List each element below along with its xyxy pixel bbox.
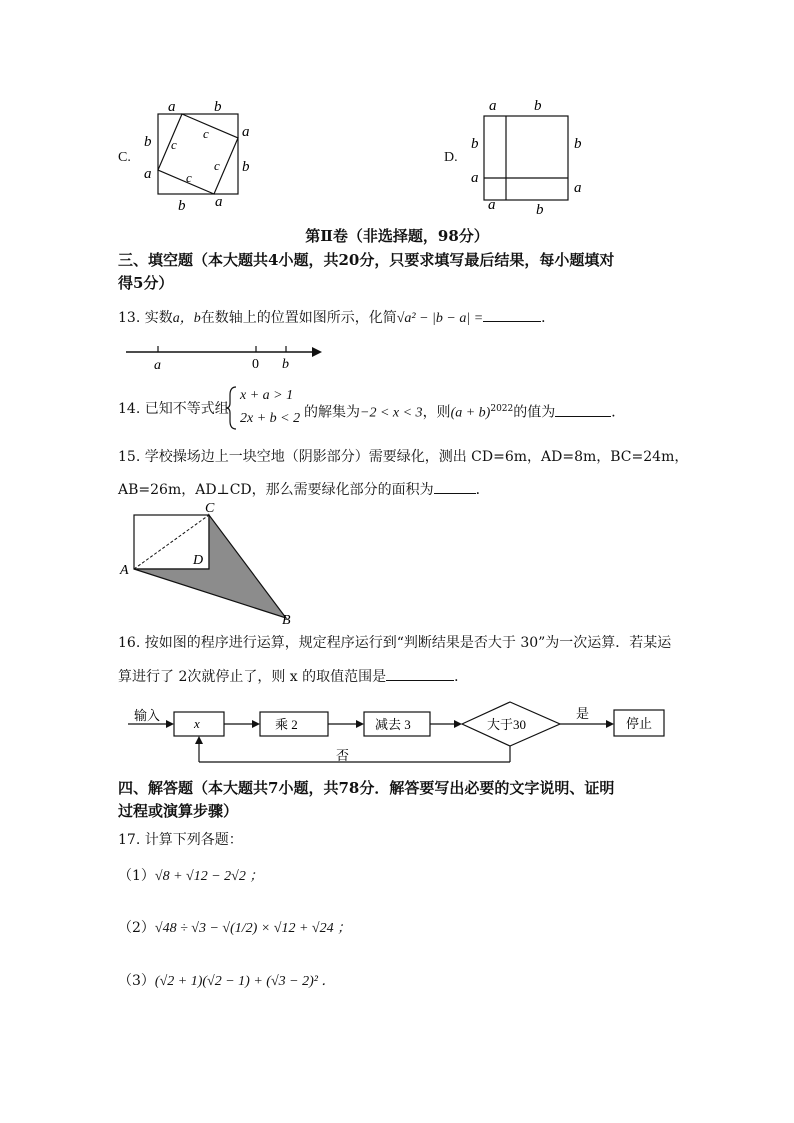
section4-heading-line1: 四、解答题（本大题共7小题，共78分．解答要写出必要的文字说明、证明 <box>118 779 615 797</box>
q13-answer-blank <box>483 307 541 322</box>
q17-item-1-expr: √8 + √12 − 2√2 ； <box>154 869 264 884</box>
flow-input-label: 输入 <box>134 708 161 723</box>
c-inner-c4: c <box>186 170 192 185</box>
d-right-b: b <box>574 136 582 152</box>
section3-heading-line2: 得5分） <box>118 274 174 292</box>
q14-suffix: 的值为 <box>513 404 556 421</box>
d-right-a: a <box>574 180 582 196</box>
c-inner-c1: c <box>203 126 209 141</box>
q17-item-2-num: （2） <box>118 920 155 936</box>
d-top-a: a <box>489 98 497 114</box>
q14-brace <box>226 385 238 431</box>
q15-shaded-region <box>134 515 286 618</box>
q13-prefix: 13. 实数 <box>118 310 173 326</box>
c-inner-c3: c <box>214 158 220 173</box>
d-left-b: b <box>471 136 479 152</box>
flow-x-text: x <box>194 716 200 731</box>
q14-answer-blank <box>555 402 611 417</box>
c-left-b: b <box>144 134 152 150</box>
q13-axis-b: b <box>282 357 289 372</box>
d-bottom-b: b <box>536 202 544 216</box>
c-inner-c2: c <box>171 137 177 152</box>
q14-range: −2 < x < 3 <box>360 405 423 421</box>
flow-decision-text: 大于30 <box>487 717 527 732</box>
q13-text: 13. 实数a，b在数轴上的位置如图所示，化简√a² − |b − a| = ． <box>118 307 555 329</box>
q17-item-2 <box>118 918 351 939</box>
option-d-figure <box>464 94 594 216</box>
q17-title: 17. 计算下列各题： <box>118 832 243 848</box>
flow-stop-text: 停止 <box>626 716 653 731</box>
d-bottom-a: a <box>488 197 496 213</box>
section4-heading-line2: 过程或演算步骤） <box>118 802 239 820</box>
c-left-a: a <box>144 166 152 182</box>
q16-line2: 算进行了 2次就停止了，则 x 的取值范围是 ． <box>118 666 468 687</box>
flow-mult-text: 乘 2 <box>275 717 298 732</box>
option-c-label: C. <box>118 150 131 165</box>
q15-line2: AB=26m，AD⊥CD，那么需要绿化部分的面积为 ． <box>118 479 490 500</box>
section3-heading-line1: 三、填空题（本大题共4小题，共20分，只要求填写最后结果，每小题填对 <box>118 251 615 269</box>
flow-no-label: 否 <box>336 748 350 763</box>
q14-ineq1: x + a > 1 <box>240 388 294 403</box>
flow-sub-text: 减去 3 <box>375 717 411 732</box>
q15-line1: 15. 学校操场边上一块空地（阴影部分）需要绿化，测出 CD=6m，AD=8m，BC=24m， <box>118 449 689 465</box>
c-bottom-b: b <box>178 198 186 214</box>
q15-point-d: D <box>193 553 204 568</box>
option-c-figure <box>138 96 258 214</box>
q13-expr: √a² − |b − a| = <box>396 311 484 326</box>
flow-yes-label: 是 <box>576 706 590 721</box>
q17-item-3-num: （3） <box>118 973 155 989</box>
c-top-a: a <box>168 99 176 115</box>
q17-item-2-expr: √48 ÷ √3 − √(1/2) × √12 + √24 ； <box>154 921 352 936</box>
q16-answer-blank <box>386 666 454 681</box>
c-top-b: b <box>214 99 222 115</box>
q17-item-1-num: （1） <box>118 868 155 884</box>
part2-title: 第Ⅱ卷（非选择题，98分） <box>305 227 489 245</box>
q15-point-c: C <box>205 501 215 516</box>
q14-then: ，则 <box>422 404 451 421</box>
d-top-b: b <box>534 98 542 114</box>
q13-axis-a: a <box>154 358 161 373</box>
q17-item-1 <box>118 866 263 887</box>
q15-figure <box>116 498 296 626</box>
d-left-a: a <box>471 170 479 186</box>
q16-line2-text: 算进行了 2次就停止了，则 x 的取值范围是 <box>118 669 387 685</box>
q15-answer-blank <box>434 479 476 494</box>
c-bottom-a: a <box>215 194 223 210</box>
q15-point-a: A <box>120 563 129 578</box>
q13-vars: a，b <box>172 311 201 326</box>
option-d-label: D. <box>444 150 458 165</box>
q13-axis-0: 0 <box>252 357 259 372</box>
q13-mid: 在数轴上的位置如图所示，化简 <box>200 310 397 326</box>
q14-mid: 的解集为 <box>304 404 360 421</box>
q14-exponent: 2022 <box>490 404 514 414</box>
c-right-a: a <box>242 124 250 140</box>
q16-line1: 16. 按如图的程序进行运算，规定程序运行到“判断结果是否大于 30”为一次运算．若某运 <box>118 635 672 651</box>
q17-item-3 <box>118 971 335 992</box>
q17-item-3-expr: (√2 + 1)(√2 − 1) + (√3 − 2)² ． <box>154 974 336 989</box>
q13-number-line <box>120 338 330 374</box>
c-right-b: b <box>242 159 250 175</box>
q15-point-b: B <box>282 613 291 626</box>
q15-line2-text: AB=26m，AD⊥CD，那么需要绿化部分的面积为 <box>118 482 434 498</box>
q14-rest: 的解集为−2 < x < 3，则$(a + b)^{2022}$的值为 ． <box>304 399 625 424</box>
q16-flowchart <box>124 700 668 766</box>
q14-power: (a + b) <box>450 405 491 421</box>
q14-ineq2: 2x + b < 2 <box>240 411 301 426</box>
q14-prefix: 14. 已知不等式组 <box>118 401 229 417</box>
